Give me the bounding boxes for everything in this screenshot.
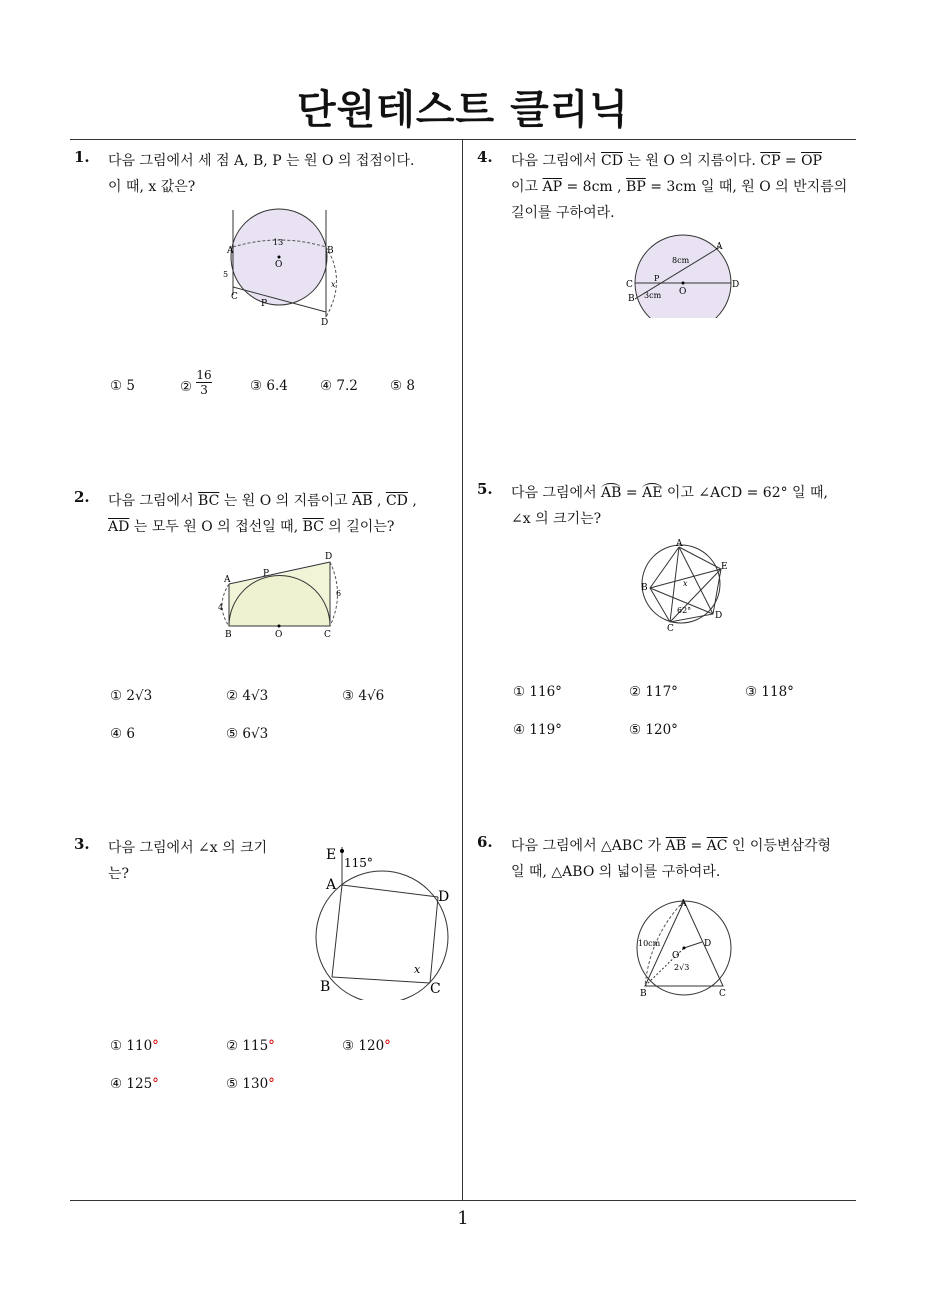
choice-5[interactable]: ⑤ 6√3 xyxy=(226,726,269,742)
angle-62: 62° xyxy=(677,606,692,615)
label-a: A xyxy=(716,242,723,252)
choice-4[interactable]: ④ 6 xyxy=(110,726,135,742)
choice-2[interactable]: ② 117° xyxy=(629,684,678,700)
figure-q3 xyxy=(310,835,460,1000)
figure-q4 xyxy=(622,233,747,318)
label-b: B xyxy=(320,979,331,995)
column-divider xyxy=(462,140,463,1200)
label-a: A xyxy=(224,575,231,585)
label-c: C xyxy=(324,630,331,640)
label-o: O xyxy=(275,260,283,270)
arc-ab: AB xyxy=(601,485,622,501)
label-d: D xyxy=(715,611,723,621)
label-c: C xyxy=(430,981,441,997)
question-text: 다음 그림에서 △ABC 가 $\overline{AB} = \overline{AC}$ 인 이등변삼각형 일 때, △ABO 의 넓이를 구하여라. xyxy=(511,838,832,880)
choice-1[interactable]: ① 116° xyxy=(513,684,562,700)
label-p: P xyxy=(263,569,270,579)
label-a: A xyxy=(326,877,337,893)
label-c: C xyxy=(719,989,726,999)
label-a: A xyxy=(680,899,687,909)
choice-1[interactable]: ① 2√3 xyxy=(110,688,153,704)
label-o: O xyxy=(679,287,687,297)
choice-4[interactable]: ④ 7.2 xyxy=(320,378,358,394)
question-1 xyxy=(74,148,434,200)
question-text: 다음 그림에서 세 점 A, B, P 는 원 O 의 접점이다. 이 때, x 값은? xyxy=(108,153,415,195)
top-divider xyxy=(70,139,856,140)
angle-x: x xyxy=(414,963,421,976)
choice-2[interactable]: ② 115° xyxy=(226,1038,275,1054)
label-b: B xyxy=(640,989,647,999)
label-d: D xyxy=(325,552,333,562)
choice-3[interactable]: ③ 120° xyxy=(342,1038,391,1054)
label-p: P xyxy=(261,299,268,309)
question-number: 5. xyxy=(477,480,493,498)
figure-q2 xyxy=(215,548,350,643)
question-number: 1. xyxy=(74,148,90,166)
choice-3[interactable]: ③ 6.4 xyxy=(250,378,288,394)
figure-q5 xyxy=(637,538,732,633)
length-5: 5 xyxy=(223,270,229,279)
label-a: A xyxy=(676,539,683,549)
length-x: x xyxy=(331,280,336,289)
question-text: 다음 그림에서 AB = AE 이고 ∠ACD = 62° 일 때, ∠x 의 크기는? xyxy=(511,485,829,527)
length-od: 2√3 xyxy=(674,963,690,972)
bottom-divider xyxy=(70,1200,856,1201)
label-a: A xyxy=(227,246,234,256)
frac-den: 3 xyxy=(200,383,208,397)
choice-2[interactable]: ② 4√3 xyxy=(226,688,269,704)
figure-q6 xyxy=(630,896,740,1001)
length-13: 13 xyxy=(273,238,284,247)
question-number: 4. xyxy=(477,148,493,166)
figure-q1 xyxy=(215,205,350,330)
question-text: 다음 그림에서 ∠x 의 크기 는? xyxy=(108,840,268,882)
question-4 xyxy=(477,148,867,226)
question-number: 3. xyxy=(74,835,90,853)
length-4: 4 xyxy=(218,603,224,612)
length-bp: 3cm xyxy=(644,291,662,300)
angle-x: x xyxy=(683,579,688,588)
choice-5[interactable]: ⑤ 120° xyxy=(629,722,678,738)
choice-5[interactable]: ⑤ 130° xyxy=(226,1076,275,1092)
angle-115: 115° xyxy=(344,856,373,870)
choice-3[interactable]: ③ 118° xyxy=(745,684,794,700)
label-c: C xyxy=(231,292,238,302)
choice-1[interactable]: ① 110° xyxy=(110,1038,159,1054)
page-title: 단원테스트 클리닉 xyxy=(296,87,630,133)
length-6: 6 xyxy=(336,589,342,598)
label-d: D xyxy=(321,318,329,328)
label-c: C xyxy=(667,624,674,633)
question-3 xyxy=(74,835,304,887)
choice-4[interactable]: ④ 125° xyxy=(110,1076,159,1092)
question-number: 6. xyxy=(477,833,493,851)
choice-3[interactable]: ③ 4√6 xyxy=(342,688,385,704)
label-b: B xyxy=(641,583,648,593)
label-b: B xyxy=(225,630,232,640)
label-c: C xyxy=(626,280,633,290)
question-text: 다음 그림에서 $\overline{BC}$ 는 원 O 의 지름이고 $\overline{AB}$ , $\overline{CD}$ , $\overline{AD}$ 는 모두 원 O 의 접선일 때, $\overline{BC}$ 의 길이는? xyxy=(108,493,417,535)
label-b: B xyxy=(327,246,334,256)
question-5 xyxy=(477,480,867,532)
choice-5[interactable]: ⑤ 8 xyxy=(390,378,415,394)
arc-ae: AE xyxy=(642,485,663,501)
frac-num: 16 xyxy=(196,368,212,382)
label-e: E xyxy=(326,847,337,863)
question-number: 2. xyxy=(74,488,90,506)
label-o: O xyxy=(672,951,680,961)
label-d: D xyxy=(732,280,740,290)
label-p: P xyxy=(654,274,660,283)
choice-2[interactable]: ② $\frac{16}{3}$ xyxy=(180,368,212,397)
label-b: B xyxy=(628,294,635,304)
choice-4[interactable]: ④ 119° xyxy=(513,722,562,738)
length-10cm: 10cm xyxy=(638,939,661,948)
choice-1[interactable]: ① 5 xyxy=(110,378,135,394)
question-6 xyxy=(477,833,867,885)
label-d: D xyxy=(704,939,712,949)
question-text: 다음 그림에서 $\overline{CD}$ 는 원 O 의 지름이다. $\overline{CP} = \overline{OP}$ 이고 $\overline{AP} = 8cm$ , $\overline{BP} = 3cm$ 일 때, 원 O 의 반지름의 길이를 구하여라. xyxy=(511,153,848,221)
question-2 xyxy=(74,488,459,540)
label-d: D xyxy=(438,889,450,905)
page-number: 1 xyxy=(457,1208,469,1229)
label-o: O xyxy=(275,630,283,640)
label-e: E xyxy=(721,562,728,572)
length-ap: 8cm xyxy=(672,256,690,265)
